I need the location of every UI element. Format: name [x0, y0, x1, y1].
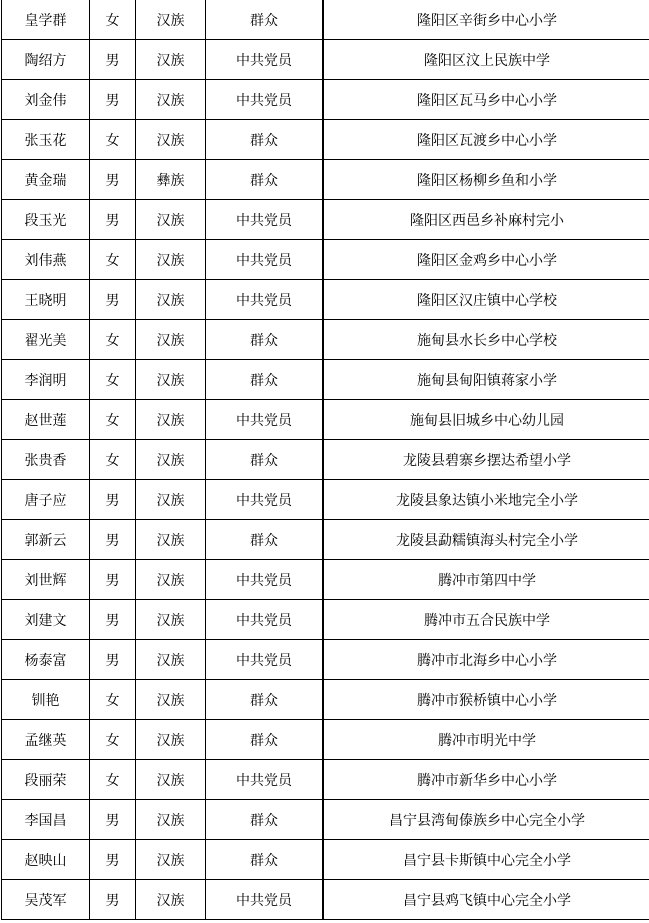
- gender-cell: 男: [90, 800, 136, 840]
- name-cell: 唐子应: [2, 480, 90, 520]
- ethnicity-cell: 汉族: [136, 240, 206, 280]
- table-row: [2, 600, 649, 640]
- ethnicity-cell: 汉族: [136, 280, 206, 320]
- gender-cell: 女: [90, 720, 136, 760]
- party-affiliation-cell: 中共党员: [206, 600, 324, 640]
- gender-cell: 女: [90, 120, 136, 160]
- ethnicity-cell: 汉族: [136, 400, 206, 440]
- work-unit-cell: 龙陵县勐糯镇海头村完全小学: [323, 520, 649, 560]
- gender-cell: 女: [90, 0, 136, 40]
- name-cell: 王晓明: [2, 280, 90, 320]
- work-unit-cell: 施甸县甸阳镇蒋家小学: [323, 360, 649, 400]
- work-unit-cell: 腾冲市第四中学: [323, 560, 649, 600]
- table-row: [2, 0, 649, 40]
- work-unit-cell: 腾冲市北海乡中心小学: [323, 640, 649, 680]
- work-unit-cell: 腾冲市明光中学: [323, 720, 649, 760]
- ethnicity-cell: 汉族: [136, 320, 206, 360]
- ethnicity-cell: 汉族: [136, 480, 206, 520]
- gender-cell: 男: [90, 200, 136, 240]
- work-unit-cell: 龙陵县碧寨乡摆达希望小学: [323, 440, 649, 480]
- party-affiliation-cell: 中共党员: [206, 880, 324, 920]
- table-row: [2, 560, 649, 600]
- gender-cell: 男: [90, 280, 136, 320]
- table-row: [2, 280, 649, 320]
- name-cell: 赵映山: [2, 840, 90, 880]
- party-affiliation-cell: 中共党员: [206, 760, 324, 800]
- work-unit-cell: 昌宁县湾甸傣族乡中心完全小学: [323, 800, 649, 840]
- gender-cell: 男: [90, 40, 136, 80]
- name-cell: 段玉光: [2, 200, 90, 240]
- ethnicity-cell: 汉族: [136, 760, 206, 800]
- table-row: [2, 480, 649, 520]
- work-unit-cell: 施甸县水长乡中心学校: [323, 320, 649, 360]
- ethnicity-cell: 汉族: [136, 840, 206, 880]
- ethnicity-cell: 汉族: [136, 640, 206, 680]
- gender-cell: 女: [90, 680, 136, 720]
- ethnicity-cell: 汉族: [136, 560, 206, 600]
- work-unit-cell: 施甸县旧城乡中心幼儿园: [323, 400, 649, 440]
- party-affiliation-cell: 群众: [206, 840, 324, 880]
- party-affiliation-cell: 中共党员: [206, 200, 324, 240]
- table-row: [2, 40, 649, 80]
- work-unit-cell: 昌宁县卡斯镇中心完全小学: [323, 840, 649, 880]
- name-cell: 刘伟燕: [2, 240, 90, 280]
- party-affiliation-cell: 群众: [206, 320, 324, 360]
- gender-cell: 男: [90, 640, 136, 680]
- gender-cell: 男: [90, 560, 136, 600]
- ethnicity-cell: 汉族: [136, 880, 206, 920]
- party-affiliation-cell: 中共党员: [206, 80, 324, 120]
- name-cell: 李润明: [2, 360, 90, 400]
- table-row: [2, 160, 649, 200]
- gender-cell: 女: [90, 360, 136, 400]
- table-row: [2, 680, 649, 720]
- table-row: [2, 240, 649, 280]
- party-affiliation-cell: 中共党员: [206, 560, 324, 600]
- gender-cell: 男: [90, 600, 136, 640]
- party-affiliation-cell: 中共党员: [206, 40, 324, 80]
- name-cell: 吴茂军: [2, 880, 90, 920]
- ethnicity-cell: 汉族: [136, 680, 206, 720]
- name-cell: 黄金瑞: [2, 160, 90, 200]
- gender-cell: 男: [90, 520, 136, 560]
- table-body: [2, 0, 649, 920]
- table-row: [2, 800, 649, 840]
- party-affiliation-cell: 群众: [206, 440, 324, 480]
- name-cell: 赵世莲: [2, 400, 90, 440]
- party-affiliation-cell: 群众: [206, 160, 324, 200]
- table-row: [2, 640, 649, 680]
- party-affiliation-cell: 群众: [206, 360, 324, 400]
- table-row: [2, 200, 649, 240]
- work-unit-cell: 隆阳区汶上民族中学: [323, 40, 649, 80]
- table-row: [2, 120, 649, 160]
- table-row: [2, 720, 649, 760]
- work-unit-cell: 龙陵县象达镇小米地完全小学: [323, 480, 649, 520]
- name-cell: 杨泰富: [2, 640, 90, 680]
- name-cell: 陶绍方: [2, 40, 90, 80]
- name-cell: 张贵香: [2, 440, 90, 480]
- gender-cell: 女: [90, 320, 136, 360]
- name-cell: 刘建文: [2, 600, 90, 640]
- ethnicity-cell: 汉族: [136, 800, 206, 840]
- table-row: [2, 320, 649, 360]
- name-cell: 张玉花: [2, 120, 90, 160]
- party-affiliation-cell: 群众: [206, 520, 324, 560]
- party-affiliation-cell: 群众: [206, 0, 324, 40]
- gender-cell: 男: [90, 480, 136, 520]
- work-unit-cell: 隆阳区汉庄镇中心学校: [323, 280, 649, 320]
- name-cell: 郭新云: [2, 520, 90, 560]
- work-unit-cell: 隆阳区辛街乡中心小学: [323, 0, 649, 40]
- work-unit-cell: 隆阳区杨柳乡鱼和小学: [323, 160, 649, 200]
- ethnicity-cell: 汉族: [136, 520, 206, 560]
- work-unit-cell: 隆阳区金鸡乡中心小学: [323, 240, 649, 280]
- gender-cell: 男: [90, 880, 136, 920]
- party-affiliation-cell: 中共党员: [206, 280, 324, 320]
- table-row: [2, 360, 649, 400]
- name-cell: 钏艳: [2, 680, 90, 720]
- ethnicity-cell: 汉族: [136, 360, 206, 400]
- ethnicity-cell: 汉族: [136, 40, 206, 80]
- work-unit-cell: 隆阳区西邑乡补麻村完小: [323, 200, 649, 240]
- table-row: [2, 880, 649, 920]
- work-unit-cell: 腾冲市新华乡中心小学: [323, 760, 649, 800]
- table-row: [2, 520, 649, 560]
- gender-cell: 女: [90, 760, 136, 800]
- name-cell: 刘世辉: [2, 560, 90, 600]
- gender-cell: 女: [90, 240, 136, 280]
- work-unit-cell: 隆阳区瓦渡乡中心小学: [323, 120, 649, 160]
- ethnicity-cell: 汉族: [136, 0, 206, 40]
- party-affiliation-cell: 中共党员: [206, 480, 324, 520]
- party-affiliation-cell: 中共党员: [206, 240, 324, 280]
- ethnicity-cell: 彝族: [136, 160, 206, 200]
- name-cell: 李国昌: [2, 800, 90, 840]
- party-affiliation-cell: 中共党员: [206, 640, 324, 680]
- table-row: [2, 840, 649, 880]
- party-affiliation-cell: 群众: [206, 120, 324, 160]
- gender-cell: 男: [90, 160, 136, 200]
- gender-cell: 男: [90, 840, 136, 880]
- gender-cell: 女: [90, 440, 136, 480]
- name-cell: 皇学群: [2, 0, 90, 40]
- name-cell: 刘金伟: [2, 80, 90, 120]
- table-row: [2, 760, 649, 800]
- party-affiliation-cell: 群众: [206, 720, 324, 760]
- gender-cell: 女: [90, 400, 136, 440]
- work-unit-cell: 腾冲市五合民族中学: [323, 600, 649, 640]
- ethnicity-cell: 汉族: [136, 440, 206, 480]
- party-affiliation-cell: 中共党员: [206, 400, 324, 440]
- ethnicity-cell: 汉族: [136, 200, 206, 240]
- table-row: [2, 400, 649, 440]
- party-affiliation-cell: 群众: [206, 680, 324, 720]
- table-row: [2, 440, 649, 480]
- table-row: [2, 80, 649, 120]
- ethnicity-cell: 汉族: [136, 600, 206, 640]
- name-cell: 段丽荣: [2, 760, 90, 800]
- gender-cell: 男: [90, 80, 136, 120]
- work-unit-cell: 隆阳区瓦马乡中心小学: [323, 80, 649, 120]
- name-cell: 孟继英: [2, 720, 90, 760]
- work-unit-cell: 昌宁县鸡飞镇中心完全小学: [323, 880, 649, 920]
- ethnicity-cell: 汉族: [136, 80, 206, 120]
- name-cell: 翟光美: [2, 320, 90, 360]
- party-affiliation-cell: 群众: [206, 800, 324, 840]
- personnel-table: [1, 0, 649, 920]
- work-unit-cell: 腾冲市猴桥镇中心小学: [323, 680, 649, 720]
- ethnicity-cell: 汉族: [136, 720, 206, 760]
- ethnicity-cell: 汉族: [136, 120, 206, 160]
